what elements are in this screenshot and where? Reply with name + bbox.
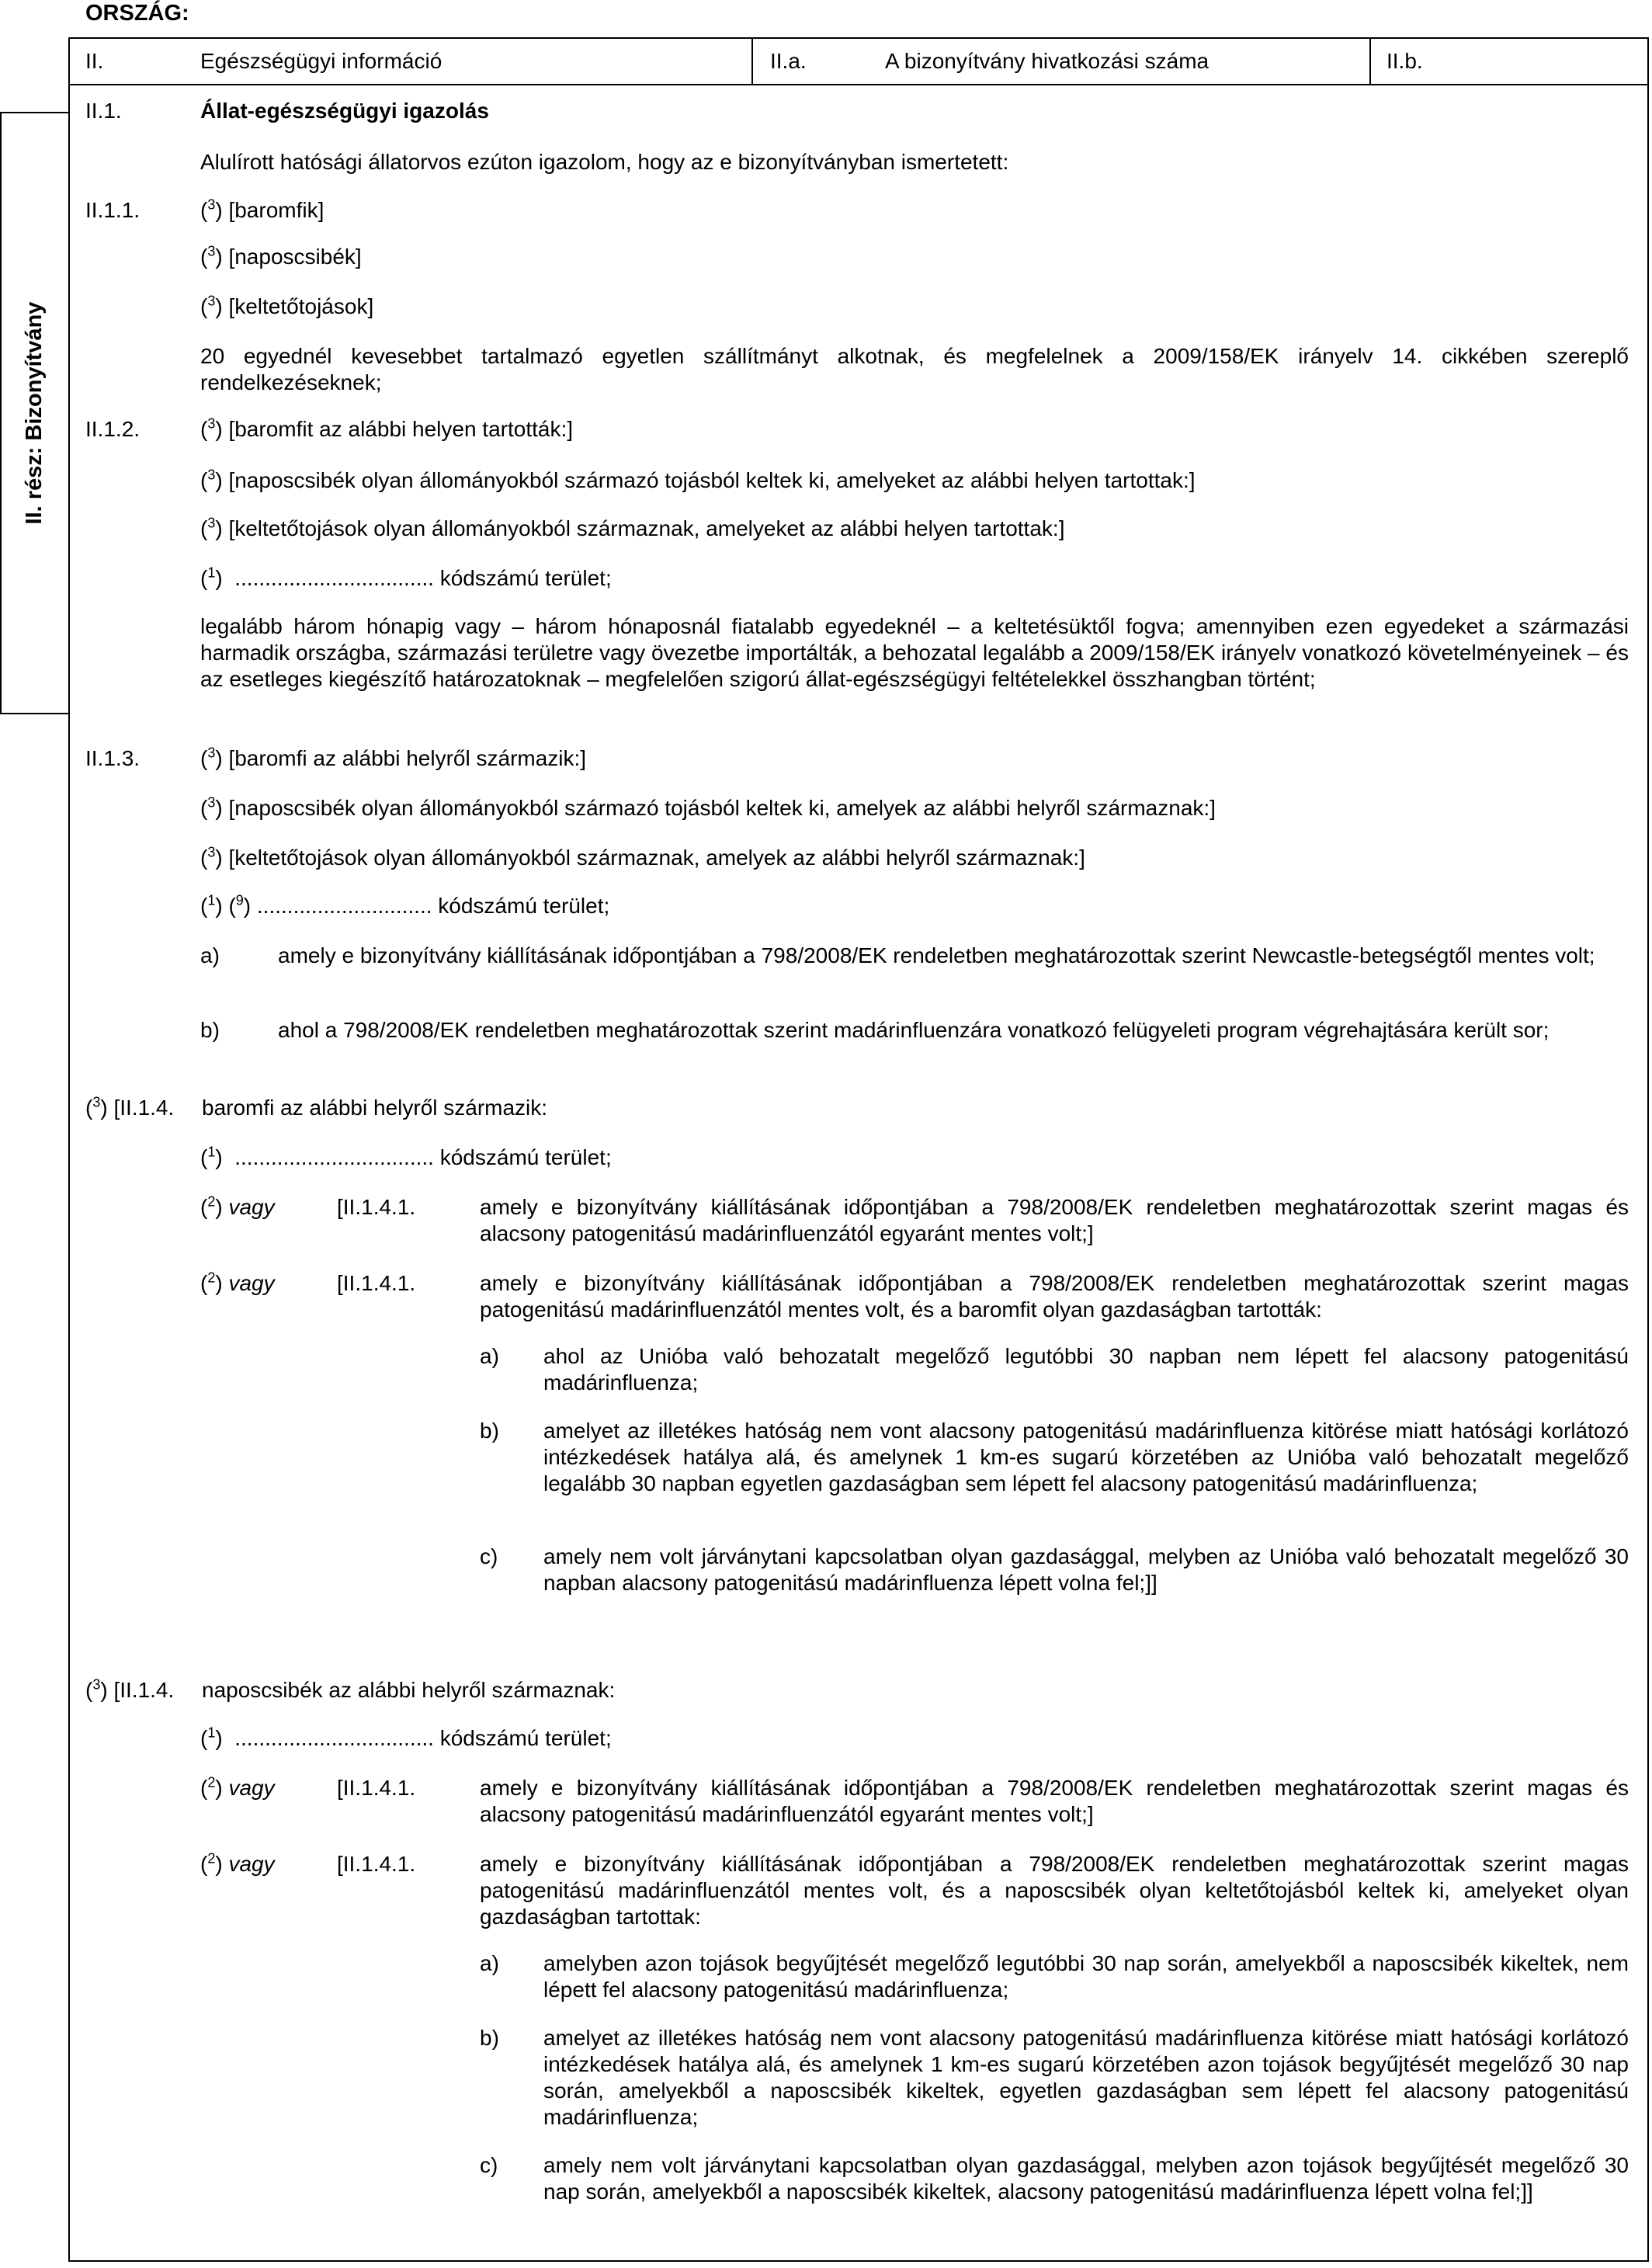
section-title: naposcsibék az alábbi helyről származnak: xyxy=(202,1678,616,1702)
option-text: amely e bizonyítvány kiállításának időpontjában a 798/2008/EK rendeletben meghatározottak szerint magas és alacsony patogenitású madárinfluenzától egyaránt mentes volt;] xyxy=(480,1776,1629,1826)
header-divider xyxy=(1369,37,1371,85)
header-b-num: II.b. xyxy=(1386,49,1423,73)
or-option: ($^2$) vagy xyxy=(200,1850,275,1876)
header-ref-num: II.a. xyxy=(770,49,807,73)
section-num: II.1.1. xyxy=(85,198,141,222)
option-line: ($^3$) [keltetőtojások] xyxy=(200,293,374,318)
list-item: amely nem volt járványtani kapcsolatban olyan gazdasággal, melyben azon tojások begyűjtését megelőző 30 nap során, amelyekből a naposcsibék kikeltek, alacsony patogenitású madárinfluenza lépett volna fel;]] xyxy=(543,2153,1629,2204)
list-item: amelyet az illetékes hatóság nem vont alacsony patogenitású madárinfluenza kitörése miatt hatósági korlátozó intézkedések hatálya alá, és amelynek 1 km-es sugarú körzetében azon tojások begyűjtését megelőző 30 nap során, amelyekből a naposcsibék kikeltek, egyetlen gazdaságban sem lépett fel alacsony patogenitású madárinfluenza; xyxy=(543,2026,1629,2129)
section-num: II.1. xyxy=(85,99,122,123)
or-option: ($^2$) vagy xyxy=(200,1193,275,1219)
code-line: ($^1$) ................................. kódszámú terület; xyxy=(200,564,612,590)
header-ref-title: A bizonyítvány hivatkozási száma xyxy=(885,49,1210,73)
country-label: ORSZÁG: xyxy=(85,1,189,26)
list-item: amelyet az illetékes hatóság nem vont alacsony patogenitású madárinfluenza kitörése miatt hatósági korlátozó intézkedések hatálya alá, és amelynek 1 km-es sugarú körzetében az Unióba való behozatalt megelőző legalább 30 napban egyetlen gazdaságban sem lépett fel alacsony patogenitású madárinfluenza; xyxy=(543,1419,1629,1495)
sub-section-num: [II.1.4.1. xyxy=(337,1271,416,1295)
paragraph: 20 egyednél kevesebbet tartalmazó egyetlen szállítmányt alkotnak, és megfelelnek a 2009/158/EK irányelv 14. cikkében szereplő rendelkezéseknek; xyxy=(200,344,1629,394)
paragraph: legalább három hónapig vagy – három hónaposnál fiatalabb egyedeknél – a keltetésüktől fogva; amennyiben ezen egyedeket a származási harmadik országba, származási területre vagy övezetbe importálták, a behozatal legalább a 2009/158/EK irányelv vonatkozó követelményeinek – és az esetleges kiegészítő határozatoknak – megfelelően szigorú állat-egészségügyi feltételekkel összhangban történt; xyxy=(200,614,1629,691)
list-label: c) xyxy=(480,1544,498,1568)
section-title: baromfi az alábbi helyről származik: xyxy=(202,1096,548,1120)
list-item: amely nem volt járványtani kapcsolatban olyan gazdasággal, melyben az Unióba való behozatalt megelőző 30 napban alacsony patogenitású madárinfluenza lépett volna fel;]] xyxy=(543,1544,1629,1595)
or-option: ($^2$) vagy xyxy=(200,1269,275,1295)
section-num: ($^3$) [II.1.4. xyxy=(85,1676,175,1702)
list-label: b) xyxy=(480,1419,499,1443)
option-line: ($^3$) [naposcsibék olyan állományokból származó tojásból keltek ki, amelyeket az alábbi helyen tartottak:] xyxy=(200,467,1196,492)
list-label: b) xyxy=(200,1018,220,1042)
list-item: amely e bizonyítvány kiállításának időpontjában a 798/2008/EK rendeletben meghatározottak szerint Newcastle-betegségtől mentes volt; xyxy=(278,943,1595,967)
side-label: II. rész: Bizonyítvány xyxy=(22,301,47,525)
option-line: ($^3$) [baromfit az alábbi helyen tartották:] xyxy=(200,415,574,441)
option-line: ($^3$) [baromfik] xyxy=(200,196,324,222)
list-label: a) xyxy=(200,943,220,967)
header-section-num: II. xyxy=(85,49,104,73)
sub-section-num: [II.1.4.1. xyxy=(337,1776,416,1800)
option-text: amely e bizonyítvány kiállításának időpontjában a 798/2008/EK rendeletben meghatározottak szerint magas patogenitású madárinfluenzától mentes volt, és a baromfit olyan gazdaságban tartották: xyxy=(480,1271,1629,1322)
header-section-title: Egészségügyi információ xyxy=(200,49,442,73)
option-line: ($^3$) [keltetőtojások olyan állományokból származnak, amelyek az alábbi helyről származnak:] xyxy=(200,844,1085,870)
option-text: amely e bizonyítvány kiállításának időpontjában a 798/2008/EK rendeletben meghatározottak szerint magas és alacsony patogenitású madárinfluenzától egyaránt mentes volt;] xyxy=(480,1195,1629,1245)
option-text: amely e bizonyítvány kiállításának időpontjában a 798/2008/EK rendeletben meghatározottak szerint magas patogenitású madárinfluenzától mentes volt, és a naposcsibék olyan keltetőtojásból keltek ki, amelyeket olyan gazdaságban tartottak: xyxy=(480,1852,1629,1929)
sub-section-num: [II.1.4.1. xyxy=(337,1195,416,1219)
intro-text: Alulírott hatósági állatorvos ezúton igazolom, hogy az e bizonyítványban ismertetett: xyxy=(200,150,1009,174)
section-title: Állat-egészségügyi igazolás xyxy=(200,99,489,123)
list-label: a) xyxy=(480,1344,499,1368)
list-item: ahol az Unióba való behozatalt megelőző legutóbbi 30 napban nem lépett fel alacsony patogenitású madárinfluenza; xyxy=(543,1344,1629,1394)
list-item: amelyben azon tojások begyűjtését megelőző legutóbbi 30 nap során, amelyekből a naposcsibék kikeltek, nem lépett fel alacsony patogenitású madárinfluenza; xyxy=(543,1951,1629,2002)
sub-section-num: [II.1.4.1. xyxy=(337,1852,416,1876)
option-line: ($^3$) [keltetőtojások olyan állományokból származnak, amelyeket az alábbi helyen tartottak:] xyxy=(200,515,1065,540)
header-divider xyxy=(751,37,753,85)
list-item: ahol a 798/2008/EK rendeletben meghatározottak szerint madárinfluenzára vonatkozó felügyeleti program végrehajtására került sor; xyxy=(278,1018,1550,1042)
section-num: II.1.2. xyxy=(85,417,141,441)
code-line: ($^1$) ($^9$) ............................. kódszámú terület; xyxy=(200,892,610,918)
option-line: ($^3$) [naposcsibék] xyxy=(200,243,362,269)
option-line: ($^3$) [naposcsibék olyan állományokból származó tojásból keltek ki, amelyek az alábbi helyről származnak:] xyxy=(200,794,1216,820)
list-label: c) xyxy=(480,2153,498,2177)
list-label: a) xyxy=(480,1951,499,1975)
option-line: ($^3$) [baromfi az alábbi helyről származik:] xyxy=(200,745,587,770)
code-line: ($^1$) ................................. kódszámú terület; xyxy=(200,1144,612,1169)
section-num: II.1.3. xyxy=(85,746,141,770)
list-label: b) xyxy=(480,2026,499,2050)
code-line: ($^1$) ................................. kódszámú terület; xyxy=(200,1724,612,1750)
or-option: ($^2$) vagy xyxy=(200,1774,275,1800)
section-num: ($^3$) [II.1.4. xyxy=(85,1094,175,1120)
